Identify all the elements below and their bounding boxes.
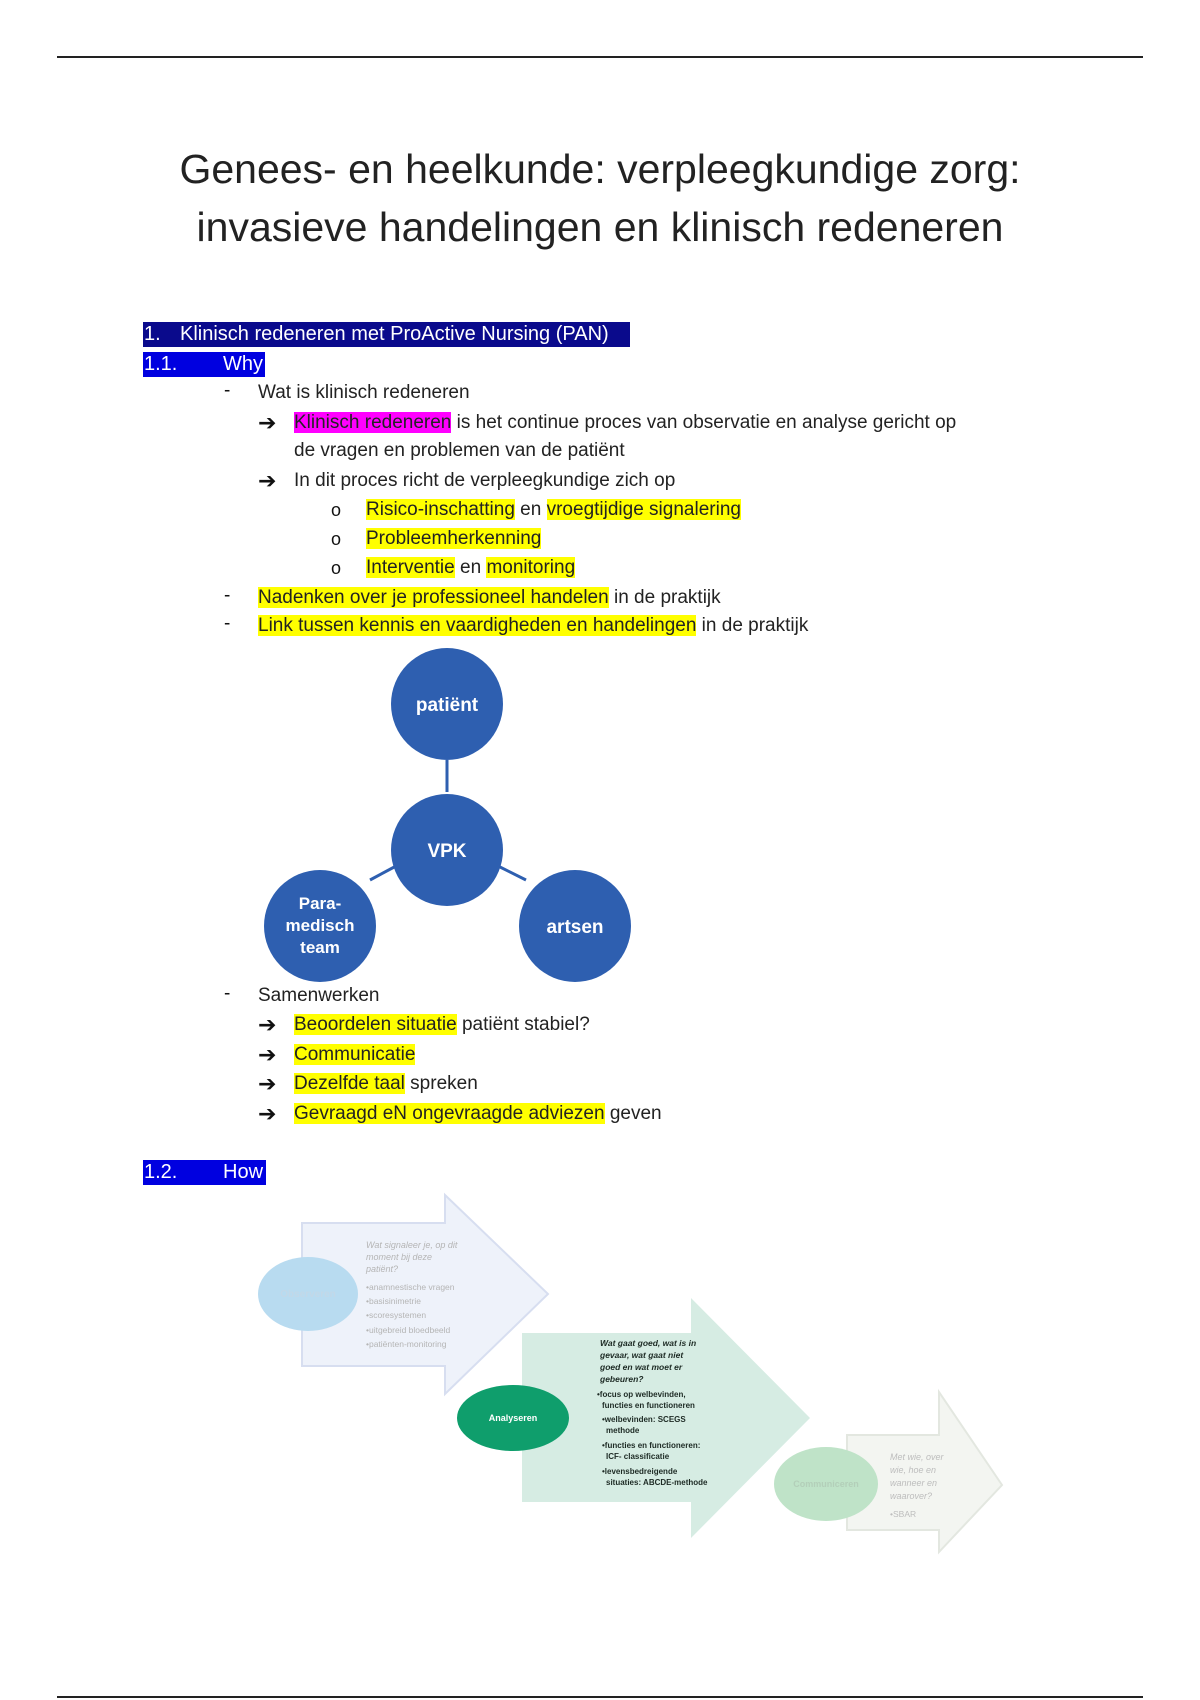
arrow-icon: ➔	[258, 1012, 277, 1037]
list-item: Communicatie	[294, 1044, 416, 1065]
svg-text:•uitgebreid bloedbeeld: •uitgebreid bloedbeeld	[366, 1325, 451, 1335]
svg-text:goed en wat moet er: goed en wat moet er	[600, 1362, 683, 1372]
dash-bullet: -	[224, 983, 231, 1004]
highlight-magenta: Klinisch redeneren	[294, 412, 452, 433]
arrow-icon: ➔	[258, 468, 277, 493]
page-title	[0, 140, 1200, 256]
svg-text:Analyseren: Analyseren	[488, 1413, 538, 1423]
top-rule	[57, 56, 1143, 58]
list-item: Link tussen kennis en vaardigheden en handelingen in de praktijk	[258, 615, 809, 636]
circle-bullet-icon: o	[331, 529, 342, 549]
svg-text:gevaar, wat gaat niet: gevaar, wat gaat niet	[600, 1350, 684, 1360]
circle-bullet-icon: o	[331, 500, 342, 520]
svg-text:•SBAR: •SBAR	[890, 1509, 917, 1519]
section-heading-1	[143, 322, 630, 347]
list-item: Samenwerken	[258, 985, 380, 1006]
svg-text:moment bij deze: moment bij deze	[366, 1252, 433, 1262]
list-item: In dit proces richt de verpleegkundige zich op	[294, 470, 676, 491]
dash-bullet: -	[224, 585, 231, 606]
section-number: 1.	[144, 323, 161, 345]
dash-bullet: -	[224, 380, 231, 401]
section-heading-1-2	[143, 1160, 266, 1185]
node-label: patiënt	[415, 695, 479, 716]
svg-text:Wat signaleer je, op dit: Wat signaleer je, op dit	[366, 1240, 458, 1250]
svg-text:ICF- classificatie: ICF- classificatie	[606, 1452, 670, 1461]
svg-text:waarover?: waarover?	[890, 1491, 933, 1501]
svg-text:functies en functioneren: functies en functioneren	[602, 1401, 695, 1410]
section-number: 1.2.	[144, 1161, 178, 1183]
list-item: Wat is klinisch redeneren	[258, 382, 470, 403]
section-heading-1-1	[143, 352, 265, 377]
svg-text:•functies en functioneren:: •functies en functioneren:	[602, 1441, 701, 1450]
svg-text:Wat gaat goed, wat is in: Wat gaat goed, wat is in	[600, 1338, 697, 1348]
list-item: Probleemherkenning	[366, 528, 542, 549]
arrow-icon: ➔	[258, 1071, 277, 1096]
list-item: Dezelfde taal spreken	[294, 1073, 478, 1094]
list-item: Risico-inschatting en vroegtijdige signalering	[366, 499, 741, 520]
list-item: Interventie en monitoring	[366, 557, 576, 578]
svg-text:•scoresystemen: •scoresystemen	[366, 1310, 427, 1320]
svg-text:Met wie, over: Met wie, over	[890, 1452, 944, 1462]
svg-text:wie, hoe en: wie, hoe en	[890, 1465, 937, 1475]
node-label: Para-	[298, 894, 342, 913]
svg-text:methode: methode	[606, 1426, 640, 1435]
list-item: Klinisch redeneren is het continue proces van observatie en analyse gericht op	[294, 412, 957, 433]
svg-text:gebeuren?: gebeuren?	[600, 1374, 644, 1384]
svg-text:Communiceren: Communiceren	[793, 1479, 859, 1489]
svg-text:•focus op welbevinden,: •focus op welbevinden,	[597, 1390, 686, 1399]
circle-bullet-icon: o	[331, 558, 342, 578]
arrow-icon: ➔	[258, 410, 277, 435]
svg-text:•patiënten-monitoring: •patiënten-monitoring	[366, 1339, 447, 1349]
section-title: Klinisch redeneren met ProActive Nursing (PAN)	[180, 323, 609, 345]
node-label: team	[300, 938, 340, 957]
arrow-icon: ➔	[258, 1042, 277, 1067]
svg-text:•welbevinden: SCEGS: •welbevinden: SCEGS	[602, 1415, 686, 1424]
svg-text:•basisinimetrie: •basisinimetrie	[366, 1296, 421, 1306]
section-title: Why	[223, 353, 263, 375]
list-item: Beoordelen situatie patiënt stabiel?	[294, 1014, 590, 1035]
title-line-2: invasieve handelingen en klinisch redeneren	[196, 204, 1004, 250]
node-label: artsen	[546, 917, 604, 938]
node-label: medisch	[285, 916, 355, 935]
svg-text:•anamnestische vragen: •anamnestische vragen	[366, 1282, 455, 1292]
list-item: Gevraagd eN ongevraagde adviezen geven	[294, 1103, 662, 1124]
arrow-icon: ➔	[258, 1101, 277, 1126]
svg-text:wanneer en: wanneer en	[890, 1478, 938, 1488]
svg-text:patiënt?: patiënt?	[366, 1264, 399, 1274]
process-diagram	[250, 1190, 1020, 1565]
svg-text:Observeren: Observeren	[280, 1289, 336, 1300]
title-line-1: Genees- en heelkunde: verpleegkundige zorg:	[179, 146, 1021, 192]
list-item: Nadenken over je professioneel handelen in de praktijk	[258, 587, 721, 608]
list-item-continuation: de vragen en problemen van de patiënt	[294, 440, 625, 461]
section-number: 1.1.	[144, 353, 178, 375]
svg-text:situaties: ABCDE-methode: situaties: ABCDE-methode	[606, 1478, 708, 1487]
svg-text:•levensbedreigende: •levensbedreigende	[602, 1467, 678, 1476]
bottom-rule	[57, 1696, 1143, 1698]
node-label: VPK	[427, 841, 467, 862]
collaboration-diagram	[250, 640, 650, 985]
dash-bullet: -	[224, 613, 231, 634]
section-title: How	[223, 1161, 264, 1183]
